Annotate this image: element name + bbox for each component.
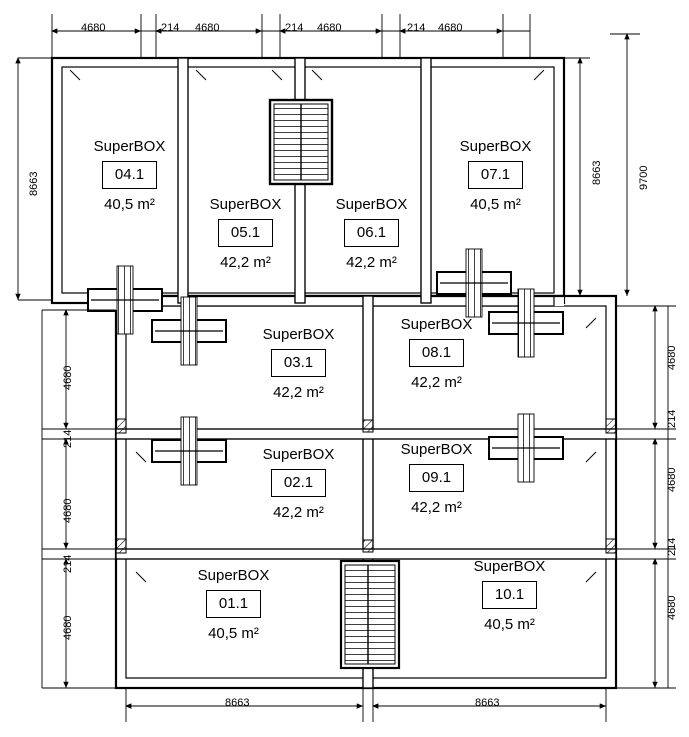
unit-02-area: 42,2 m² xyxy=(273,504,324,521)
unit-06-name: SuperBOX xyxy=(335,196,408,213)
unit-10-code: 10.1 xyxy=(482,581,537,609)
dim-top-5: 4680 xyxy=(317,22,342,34)
unit-02-code: 02.1 xyxy=(271,469,326,497)
unit-05-name: SuperBOX xyxy=(209,196,282,213)
stair-bottom-center xyxy=(341,561,399,668)
unit-01-area: 40,5 m² xyxy=(208,625,259,642)
dim-right-1: 4680 xyxy=(666,345,678,370)
unit-06[interactable] xyxy=(314,196,429,271)
dim-left-5: 4680 xyxy=(62,615,74,640)
unit-10-name: SuperBOX xyxy=(473,558,546,575)
unit-10[interactable] xyxy=(452,558,567,633)
unit-01-name: SuperBOX xyxy=(197,567,270,584)
dim-bottom-2: 8663 xyxy=(475,697,500,709)
dim-bottom-1: 8663 xyxy=(225,697,250,709)
unit-01-code: 01.1 xyxy=(206,590,261,618)
dim-right-2: 214 xyxy=(666,409,678,428)
unit-05-area: 42,2 m² xyxy=(220,254,271,271)
unit-08-area: 42,2 m² xyxy=(411,374,462,391)
dim-top-3: 4680 xyxy=(195,22,220,34)
dim-right-4: 214 xyxy=(666,537,678,556)
unit-07[interactable] xyxy=(438,138,553,213)
unit-09-area: 42,2 m² xyxy=(411,499,462,516)
unit-09[interactable] xyxy=(379,441,494,516)
unit-03[interactable] xyxy=(241,326,356,401)
dim-right-3: 4680 xyxy=(666,467,678,492)
unit-08-name: SuperBOX xyxy=(400,316,473,333)
unit-01[interactable] xyxy=(176,567,291,642)
dim-left-1: 4680 xyxy=(62,365,74,390)
unit-03-area: 42,2 m² xyxy=(273,384,324,401)
unit-08-code: 08.1 xyxy=(409,339,464,367)
unit-02-name: SuperBOX xyxy=(262,446,335,463)
unit-06-code: 06.1 xyxy=(344,219,399,247)
stair-upper-right xyxy=(437,249,511,317)
unit-05-code: 05.1 xyxy=(218,219,273,247)
dim-top-2: 214 xyxy=(161,22,180,34)
unit-04-code: 04.1 xyxy=(102,161,157,189)
unit-02[interactable] xyxy=(241,446,356,521)
dim-left-outer-8663: 8663 xyxy=(28,171,40,196)
unit-03-name: SuperBOX xyxy=(262,326,335,343)
dim-top-4: 214 xyxy=(285,22,304,34)
dim-top-7: 4680 xyxy=(438,22,463,34)
unit-08[interactable] xyxy=(379,316,494,391)
dim-right-outer-9700: 9700 xyxy=(638,165,650,190)
dim-top-6: 214 xyxy=(407,22,426,34)
unit-10-area: 40,5 m² xyxy=(484,616,535,633)
unit-09-code: 09.1 xyxy=(409,464,464,492)
unit-07-name: SuperBOX xyxy=(459,138,532,155)
unit-06-area: 42,2 m² xyxy=(346,254,397,271)
unit-07-code: 07.1 xyxy=(468,161,523,189)
dim-left-3: 4680 xyxy=(62,498,74,523)
dim-left-4: 214 xyxy=(62,554,74,573)
stair-03 xyxy=(152,297,226,365)
unit-03-code: 03.1 xyxy=(271,349,326,377)
unit-04-area: 40,5 m² xyxy=(104,196,155,213)
stair-02 xyxy=(152,417,226,485)
unit-04[interactable] xyxy=(72,138,187,213)
unit-05[interactable] xyxy=(188,196,303,271)
stair-09 xyxy=(489,414,563,482)
stair-upper-left xyxy=(88,266,162,334)
dim-left-2: 214 xyxy=(62,429,74,448)
stair-upper-center xyxy=(270,100,332,184)
unit-09-name: SuperBOX xyxy=(400,441,473,458)
dim-right-5: 4680 xyxy=(666,595,678,620)
dim-right-inner-8663: 8663 xyxy=(591,160,603,185)
unit-04-name: SuperBOX xyxy=(93,138,166,155)
unit-07-area: 40,5 m² xyxy=(470,196,521,213)
dim-top-1: 4680 xyxy=(81,22,106,34)
